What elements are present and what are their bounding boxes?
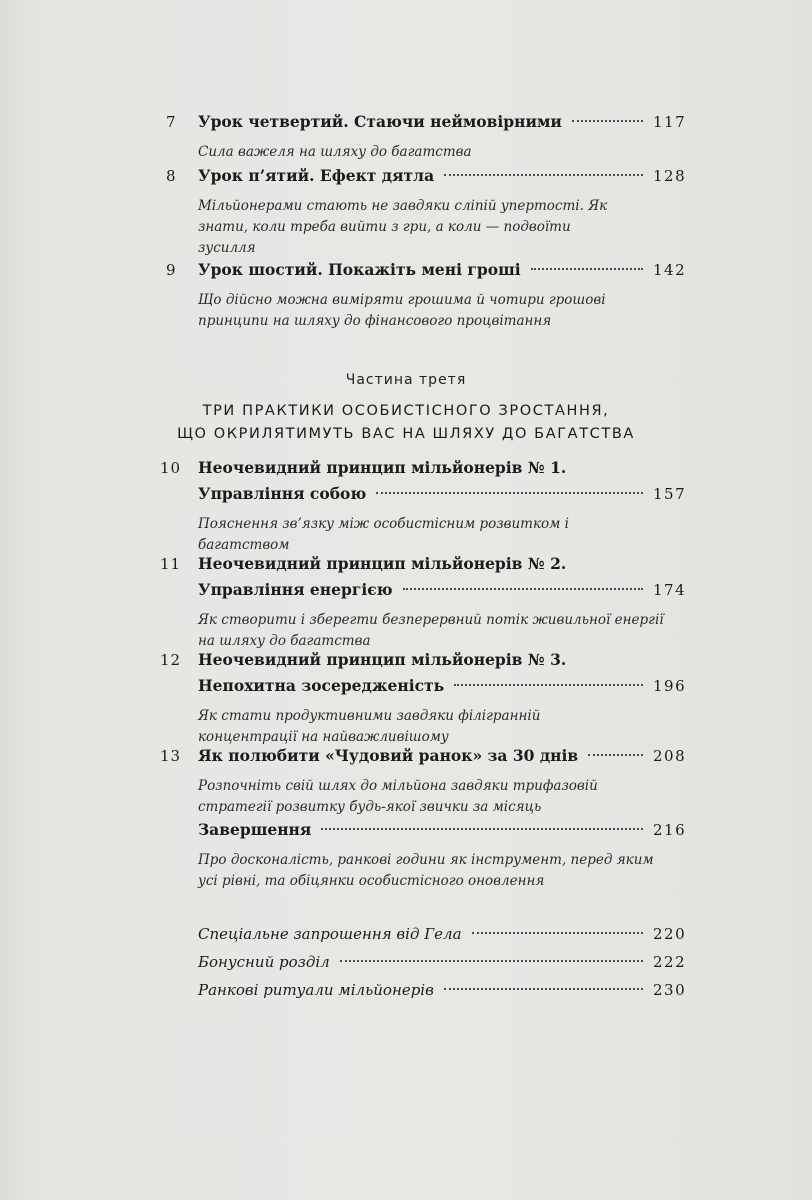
toc-entry-11[interactable]	[160, 554, 685, 652]
chapter-description: Мільйонерами стають не завдяки сліпій упертості. Як знати, коли треба вийти з гри, а коли — подвоїти зусилля	[198, 198, 608, 256]
toc-entry-8[interactable]	[160, 166, 685, 259]
chapter-description: Сила важеля на шляху до багатства	[198, 144, 472, 160]
part-title	[0, 400, 812, 446]
dot-leader	[444, 988, 643, 990]
page-number: 174	[653, 581, 687, 599]
chapter-title: Урок п’ятий. Ефект дятла	[198, 166, 435, 185]
dot-leader	[340, 960, 643, 962]
page-number: 220	[653, 925, 687, 943]
toc-entry-9[interactable]	[160, 260, 685, 332]
page-number: 117	[653, 113, 687, 131]
page-number: 230	[653, 981, 687, 999]
page-number: 142	[653, 261, 687, 279]
chapter-description: Як створити і зберегти безперервний потік живильної енергії на шляху до багатства	[198, 612, 664, 649]
extra-title: Спеціальне запрошення від Гела	[198, 925, 462, 943]
chapter-number: 12	[160, 651, 182, 669]
chapter-description: Як стати продуктивними завдяки філігранній концентрації на найважливішому	[198, 708, 541, 745]
chapter-description: Про досконалість, ранкові години як інструмент, перед яким усі рівні, та обіцянки особистісного оновлення	[198, 852, 654, 889]
part-title-line-1: ТРИ ПРАКТИКИ ОСОБИСТІСНОГО ЗРОСТАННЯ,	[202, 403, 610, 419]
chapter-title: Урок четвертий. Стаючи неймовірними	[198, 112, 562, 131]
chapter-title-line-2: Управління енергією	[198, 580, 393, 599]
chapter-description: Розпочніть свій шлях до мільйона завдяки трифазовій стратегії розвитку будь-якої звички за місяць	[198, 778, 598, 815]
dot-leader	[572, 120, 643, 122]
chapter-title-line-1: Неочевидний принцип мільйонерів № 3.	[198, 650, 567, 669]
chapter-description: Що дійсно можна виміряти грошима й чотири грошові принципи на шляху до фінансового процвітання	[198, 292, 606, 329]
part-title-line-2: ЩО ОКРИЛЯТИМУТЬ ВАС НА ШЛЯХУ ДО БАГАТСТВА	[177, 426, 635, 442]
toc-entry-7[interactable]	[160, 112, 685, 163]
chapter-title: Завершення	[198, 820, 312, 839]
page-number: 216	[653, 821, 687, 839]
dot-leader	[531, 268, 643, 270]
chapter-number: 7	[166, 113, 177, 131]
chapter-title: Урок шостий. Покажіть мені гроші	[198, 260, 521, 279]
chapter-title-line-1: Неочевидний принцип мільйонерів № 2.	[198, 554, 567, 573]
dot-leader	[444, 174, 643, 176]
chapter-number: 9	[166, 261, 177, 279]
dot-leader	[588, 754, 643, 756]
dot-leader	[376, 492, 643, 494]
chapter-title-line-2: Непохитна зосередженість	[198, 676, 445, 695]
toc-extra-rituals[interactable]	[160, 981, 685, 1009]
chapter-title: Як полюбити «Чудовий ранок» за 30 днів	[198, 746, 579, 765]
page-number: 208	[653, 747, 687, 765]
toc-entry-12[interactable]	[160, 650, 685, 748]
page-number: 222	[653, 953, 687, 971]
chapter-number: 10	[160, 459, 182, 477]
chapter-number: 8	[166, 167, 177, 185]
toc-entry-13[interactable]	[160, 746, 685, 818]
toc-extra-invitation[interactable]	[160, 925, 685, 953]
toc-entry-conclusion[interactable]	[160, 820, 685, 892]
dot-leader	[472, 932, 643, 934]
page-number: 157	[653, 485, 687, 503]
extra-title: Ранкові ритуали мільйонерів	[198, 981, 434, 999]
extra-title: Бонусний розділ	[198, 953, 330, 971]
toc-extra-bonus[interactable]	[160, 953, 685, 981]
page-number: 196	[653, 677, 687, 695]
chapter-title-line-2: Управління собою	[198, 484, 367, 503]
page-number: 128	[653, 167, 687, 185]
dot-leader	[321, 828, 643, 830]
chapter-description: Пояснення зв’язку між особистісним розвитком і багатством	[198, 516, 569, 553]
chapter-number: 11	[160, 555, 182, 573]
chapter-number: 13	[160, 747, 182, 765]
toc-entry-10[interactable]	[160, 458, 685, 556]
chapter-title-line-1: Неочевидний принцип мільйонерів № 1.	[198, 458, 567, 477]
part-label: Частина третя	[345, 372, 467, 388]
dot-leader	[454, 684, 643, 686]
dot-leader	[403, 588, 643, 590]
